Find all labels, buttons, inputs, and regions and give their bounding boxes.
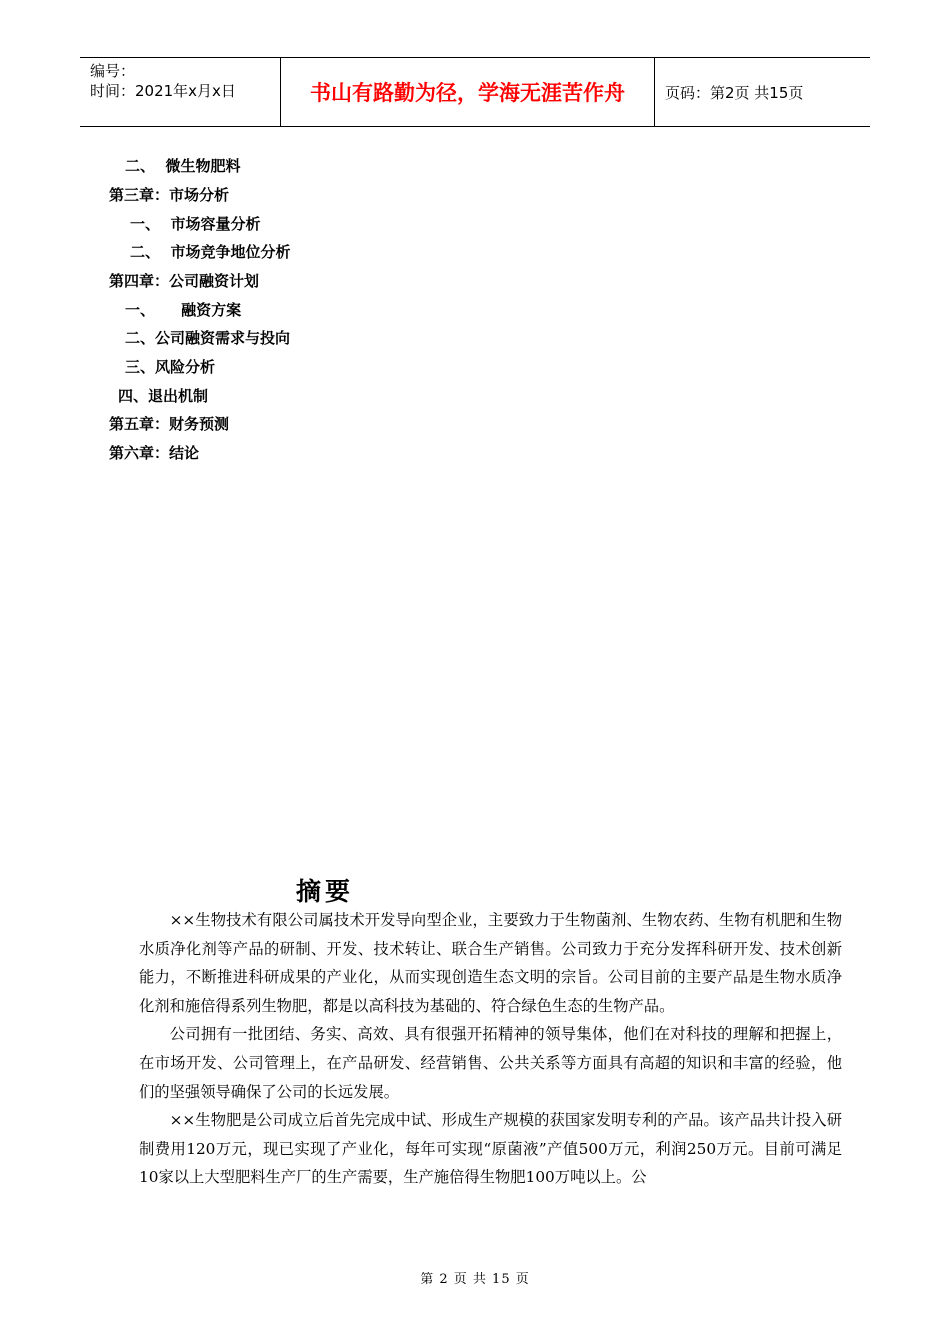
document-header xyxy=(80,57,870,127)
abstract-paragraph: 公司拥有一批团结、务实、高效、具有很强开拓精神的领导集体，他们在对科技的理解和把握上，在市场开发、公司管理上，在产品研发、经营销售、公共关系等方面具有高超的知识和丰富的经验，他们的坚强领导确保了公司的长远发展。 xyxy=(139,1025,842,1101)
time-label: 时间：2021年x月x日 xyxy=(90,82,236,100)
toc-item: 三、风险分析 xyxy=(125,358,216,376)
toc-item: 一、 融资方案 xyxy=(125,301,242,319)
toc-item: 二、 微生物肥料 xyxy=(125,157,241,175)
abstract-body xyxy=(139,906,842,1192)
abstract-paragraph: ××生物技术有限公司属技术开发导向型企业，主要致力于生物菌剂、生物农药、生物有机肥和生物水质净化剂等产品的研制、开发、技术转让、联合生产销售。公司致力于充分发挥科研开发、技术创新能力，不断推进科研成果的产业化，从而实现创造生态文明的宗旨。公司目前的主要产品是生物水质净化剂和施倍得系列生物肥，都是以高科技为基础的、符合绿色生态的生物产品。 xyxy=(139,911,842,1015)
abstract-paragraph: ××生物肥是公司成立后首先完成中试、形成生产规模的获国家发明专利的产品。该产品共计投入研制费用120万元，现已实现了产业化，每年可实现“原菌液”产值500万元，利润250万元。目前可满足10家以上大型肥料生产厂的生产需要，生产施倍得生物肥100万吨以上。公 xyxy=(139,1111,842,1187)
page-footer: 第 2 页 共 15 页 xyxy=(420,1272,530,1287)
number-label: 编号： xyxy=(90,62,136,80)
toc-item: 二、 市场竞争地位分析 xyxy=(130,243,291,261)
header-motto: 书山有路勤为径，学海无涯苦作舟 xyxy=(281,58,655,126)
toc-item: 一、 市场容量分析 xyxy=(130,215,261,233)
toc-item: 二、公司融资需求与投向 xyxy=(125,329,291,347)
toc-item: 四、退出机制 xyxy=(118,387,209,405)
header-page-info: 页码：第2页 共15页 xyxy=(665,83,804,102)
toc-item: 第六章：结论 xyxy=(109,444,200,462)
toc-item: 第三章：市场分析 xyxy=(109,186,230,204)
toc-item: 第四章：公司融资计划 xyxy=(109,272,260,290)
abstract-title: 摘要 xyxy=(296,877,355,906)
toc-item: 第五章：财务预测 xyxy=(109,415,230,433)
header-meta xyxy=(80,58,281,126)
